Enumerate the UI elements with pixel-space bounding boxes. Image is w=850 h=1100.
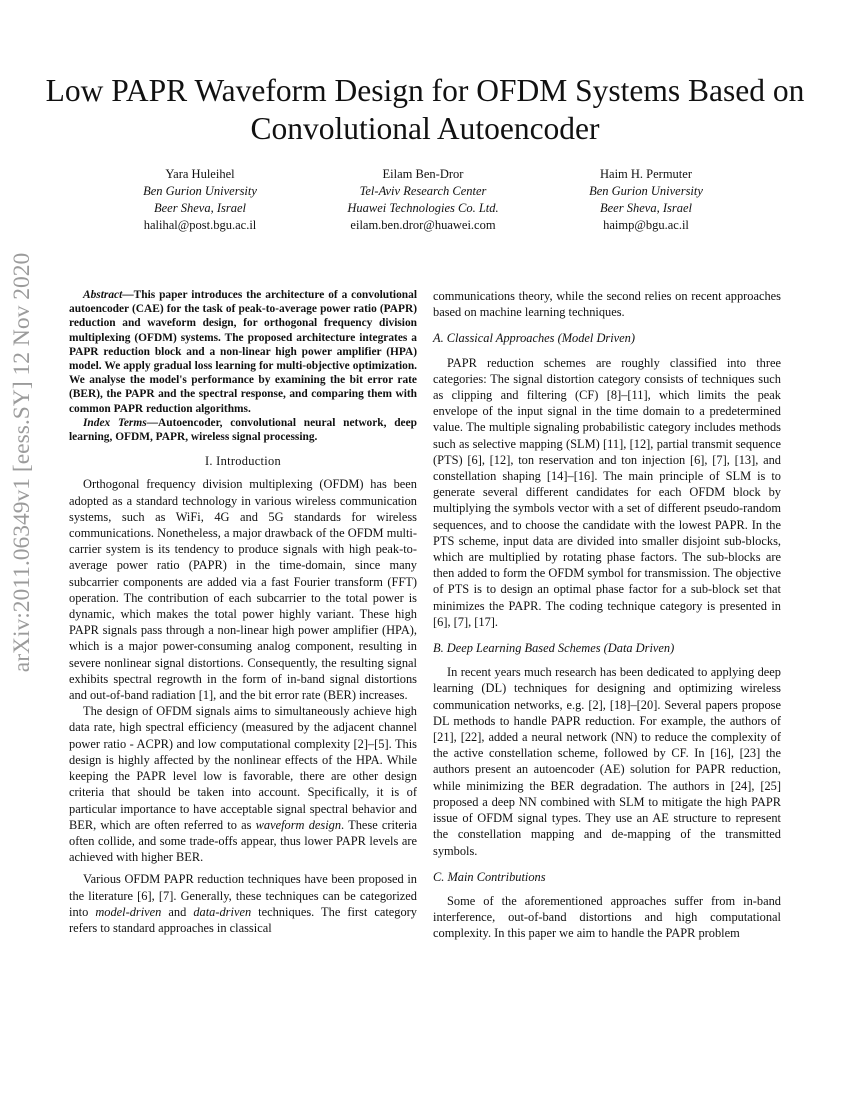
author-name: Eilam Ben-Dror [382,167,464,181]
author-email: haimp@bgu.ac.il [603,218,689,232]
author-location: Beer Sheva, Israel [600,201,692,215]
paper-title: Low PAPR Waveform Design for OFDM Systems Based on Convolutional Autoencoder [45,73,805,146]
text-run: . These criteria often collide, and some trade-offs appear, thus lower PAPR levels are achieved with higher BER. [69,817,417,865]
author-email: halihal@post.bgu.ac.il [143,218,257,232]
text-run: The design of OFDM signals aims to simultaneously achieve high data rate, high spectral efficiency (measured by the adjacent channel power ratio - ACPR) and low computational complexity [2]–[5]. This design is highly affected by the nonlinear effects of the HPA. While keeping the PAPR level low is favorable, there are other design criteria that should be taken into account. Specifically, it is of particular importance to have acceptable signal spectral behavior and BER, which are often referred to as [69,704,417,832]
subsection-heading: B. Deep Learning Based Schemes (Data Driven) [433,641,675,656]
paragraph: In recent years much research has been dedicated to applying deep learning (DL) techniques for designing and optimizing wireless communication networks, e.g. [2], [18]–[20]. Several papers propose DL methods to handle PAPR reduction. For example, the authors of [21], [22], added a neural network (NN) to reduce the complexity of the active constellation scheme, followed by CF. In [16], [23] the authors present an autoencoder (AE) solution for PAPR reduction, while minimizing the BER degradation. The authors in [24], [25] proposed a deep NN combined with SLM to mitigate the high PAPR issue of OFDM signal types. They use an AE structure to represent the constellation mapping and de-mapping of the transmitted symbols. [433,665,781,858]
index-terms [69,416,417,444]
paragraph: Orthogonal frequency division multiplexing (OFDM) has been adopted as a standard technology in various wireless communication systems, such as WiFi, 4G and 5G standards for wireless communications. Nonetheless, a major drawback of the OFDM multi-carrier system is its tendency to produce signals with high peak-to-average power ratio (PAPR) in the time-domain, since many subcarrier components are added via a fast Fourier transform (FFT) operation. The contribution of each subcarrier to the total power is dynamic, which makes the total power highly variant. These high PAPR signals pass through a non-linear high power amplifier (HPA), which is a major power-consuming analog component, resulting in severe nonlinear signal distortions. Consequently, the resulting signal exhibits spectral regrowth in the form of in-band signal distortions and out-of-band radiation [1], and the bit error rate (BER) increases. [69,477,417,703]
emphasis: model-driven [95,904,162,919]
index-terms-label: Index Terms [83,416,147,429]
author-affiliation: Ben Gurion University [589,184,703,198]
author-name: Yara Huleihel [165,167,235,181]
subsection-heading: C. Main Contributions [433,869,546,884]
author-organization: Huawei Technologies Co. Ltd. [347,201,499,215]
author-affiliation: Ben Gurion University [143,184,257,198]
author-location: Beer Sheva, Israel [154,201,246,215]
section-heading: I. Introduction [204,454,282,469]
emphasis: data-driven [193,904,252,919]
paragraph [69,871,417,936]
subsection-heading: A. Classical Approaches (Model Driven) [433,331,636,346]
arxiv-stamp [2,252,44,672]
paragraph: Some of the aforementioned approaches suffer from in-band interference, out-of-band distortions and high computational complexity. In this paper we aim to handle the PAPR problem [433,893,781,941]
author-affiliation: Tel-Aviv Research Center [359,184,487,198]
left-column [69,288,417,936]
emphasis: waveform design [255,817,342,832]
text-run: Various OFDM PAPR reduction techniques have been proposed in the literature [6], [7]. Generally, these techniques can be categorized into [69,872,417,919]
index-terms-text: —Autoencoder, convolutional neural network, deep learning, OFDM, PAPR, wireless signal processing. [69,416,417,444]
abstract-label: Abstract [83,289,123,301]
right-column [433,288,781,942]
arxiv-stamp-text: arXiv:2011.06349v1 [eess.SY] 12 Nov 2020 [9,252,36,672]
author-block [90,166,760,246]
text-run: techniques. The first category refers to standard approaches in classical [69,904,417,935]
paragraph: communications theory, while the second relies on recent approaches based on machine learning techniques. [433,289,781,320]
abstract-text: —This paper introduces the architecture of a convolutional autoencoder (CAE) for the task of peak-to-average power ratio (PAPR) reduction and waveform design, for orthogonal frequency division multiplexing (OFDM) systems. The proposed architecture integrates a PAPR reduction block and a non-linear high power amplifier (HPA) model. We apply gradual loss learning for multi-objective optimization. We analyse the model's performance by examining the bit error rate (BER), the PAPR and the spectral response, and comparing them with common PAPR reduction algorithms. [69,289,417,415]
author-1 [90,166,310,234]
paragraph: PAPR reduction schemes are roughly classified into three categories: The signal distortion category consists of techniques such as clipping and filtering (CF) [8]–[11], which limits the peak envelope of the input signal in the time domain to a predetermined value. The multiple signaling probabilistic category includes methods such as selective mapping (SLM) [11], [12], partial transmit sequence (PTS) [6], [12], ton reservation and ton injection [6], [7], [13], and constellation shaping [14]–[16]. The main principle of SLM is to generate several different candidates for each OFDM block by multiplying the symbols vector with a set of different pseudo-random sequences, and to choose the candidate with the lowest PAPR. In the PTS scheme, input data are divided into smaller disjoint sub-blocks, which are multiplied by rotating phase factors. The sub-blocks are then added to form the OFDM symbol for transmission. The objective of PTS is to design an optimal phase factor for a sub-block set that minimizes the PAPR. The coding technique category is presented in [6], [7], [17]. [433,355,781,629]
author-3 [536,166,756,234]
text-run: and [161,904,194,919]
paragraph [69,703,417,865]
author-2 [313,166,533,234]
author-name: Haim H. Permuter [600,167,692,181]
abstract [69,288,417,416]
author-email: eilam.ben.dror@huawei.com [350,218,496,232]
